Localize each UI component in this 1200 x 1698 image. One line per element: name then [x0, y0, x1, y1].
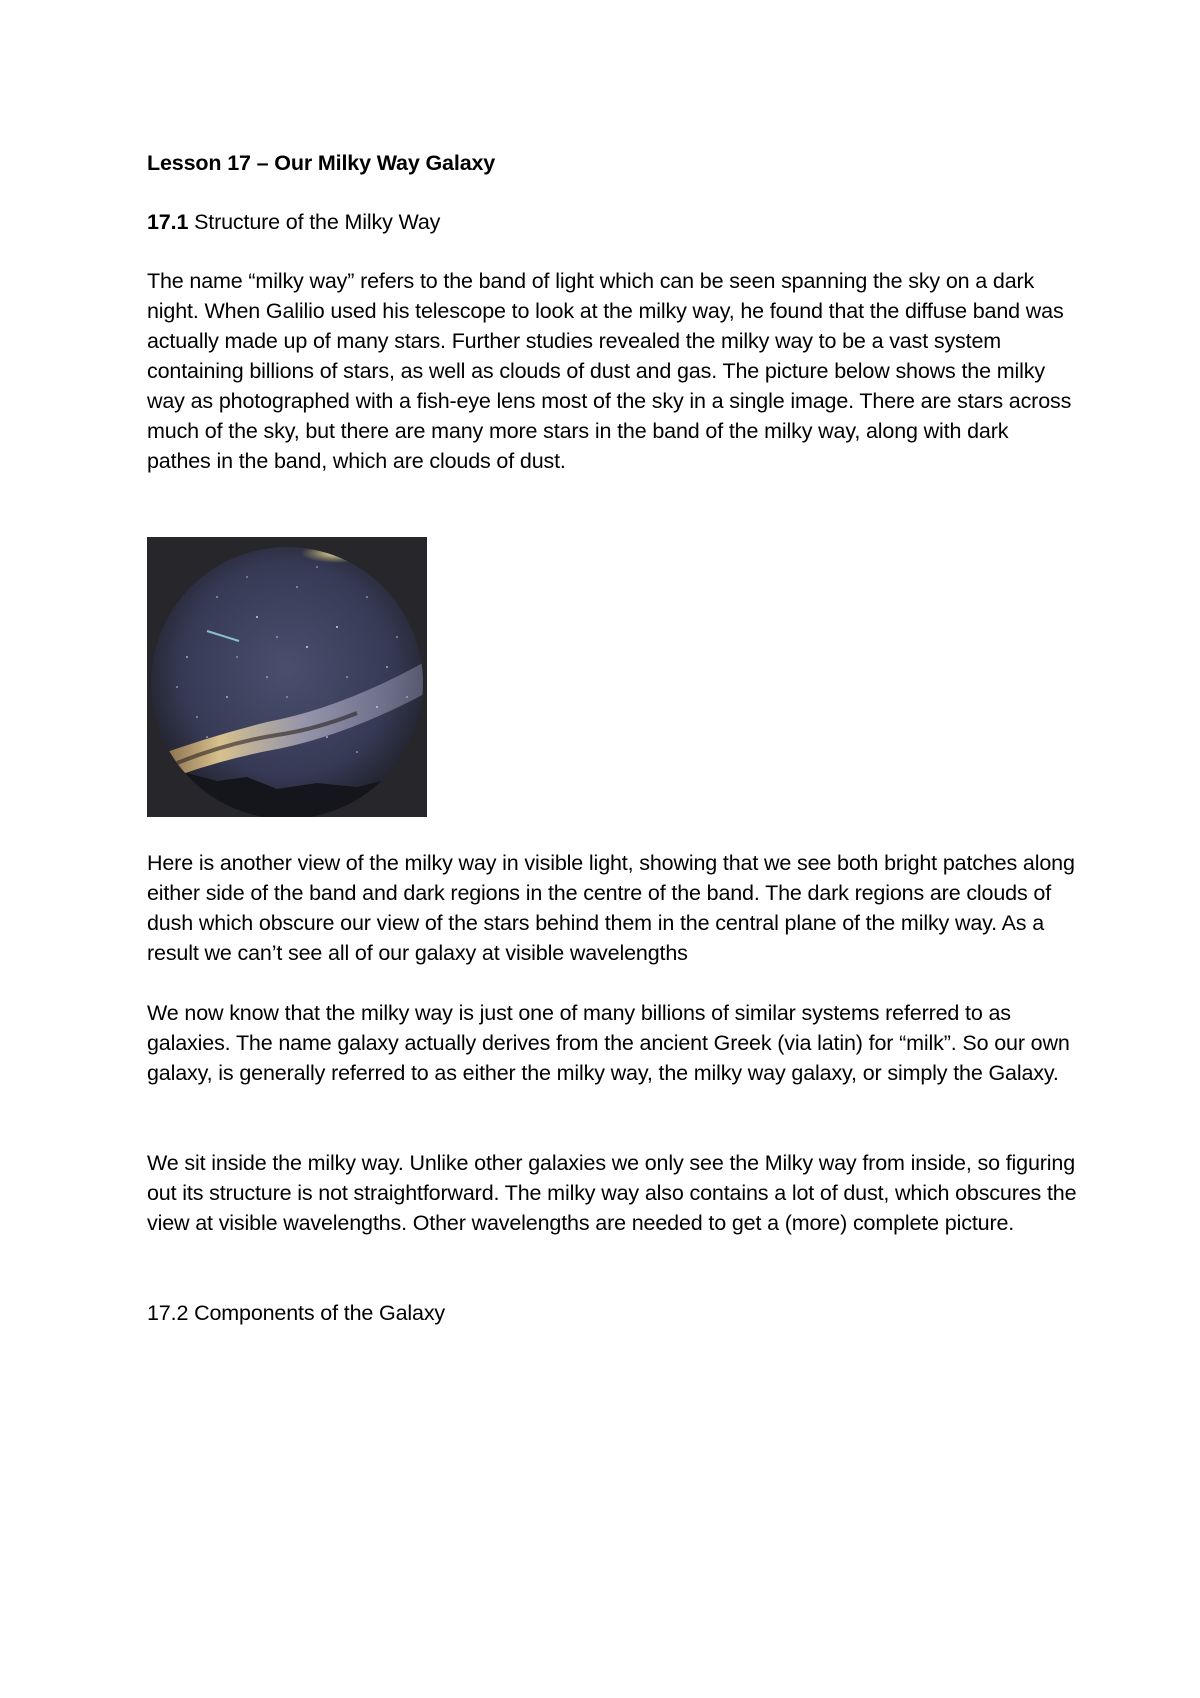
document-title: Lesson 17 – Our Milky Way Galaxy: [147, 151, 496, 175]
milky-way-fisheye-photo: [147, 537, 427, 817]
paragraph-visible-light-view: Here is another view of the milky way in visible light, showing that we see both bright patches along either side of the band and dark regions in the centre of the band. The dark regions are clouds of dush which obscure our view of the stars behind them in the central plane of the milky way. As a result we can’t see all of our galaxy at visible wavelengths: [147, 851, 1075, 965]
section-heading-17-1: [147, 207, 1077, 237]
paragraph-inside-view: We sit inside the milky way. Unlike other galaxies we only see the Milky way from inside, so figuring out its structure is not straightforward. The milky way also contains a lot of dust, which obscures the view at visible wavelengths. Other wavelengths are needed to get a (more) complete picture.: [147, 1151, 1077, 1235]
section-heading-17-2: 17.2 Components of the Galaxy: [147, 1301, 446, 1325]
paragraph-galaxies: We now know that the milky way is just one of many billions of similar systems referred to as galaxies. The name galaxy actually derives from the ancient Greek (via latin) for “milk”. So our own galaxy, is generally referred to as either the milky way, the milky way galaxy, or simply the Galaxy.: [147, 1001, 1070, 1085]
section-label: Structure of the Milky Way: [194, 210, 441, 234]
paragraph-milky-way-intro: The name “milky way” refers to the band of light which can be seen spanning the sky on a dark night. When Galilio used his telescope to look at the milky way, he found that the diffuse band was actually made up of many stars. Further studies revealed the milky way to be a vast system containing billions of stars, as well as clouds of dust and gas. The picture below shows the milky way as photographed with a fish-eye lens most of the sky in a single image. There are stars across much of the sky, but there are many more stars in the band of the milky way, along with dark pathes in the band, which are clouds of dust.: [147, 269, 1072, 473]
section-number: 17.1: [147, 210, 189, 234]
milky-way-photo-graphic: [147, 537, 427, 817]
